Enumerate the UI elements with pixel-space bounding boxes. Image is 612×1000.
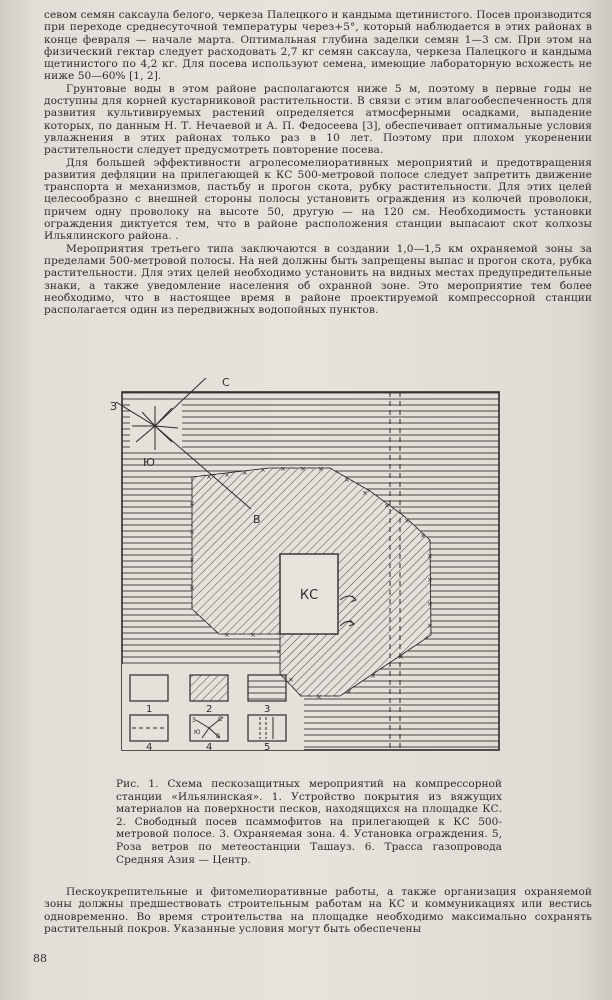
svg-text:×: × [224, 471, 230, 479]
legend-number-1: 1 [146, 704, 153, 715]
scheme-figure [108, 378, 500, 773]
legend-box-3 [248, 675, 286, 701]
svg-text:×: × [189, 500, 195, 508]
svg-text:×: × [427, 600, 433, 608]
svg-text:×: × [384, 502, 390, 510]
body-text-top [44, 9, 592, 316]
svg-text:×: × [344, 476, 350, 484]
svg-text:×: × [318, 465, 324, 473]
mini-compass-west: З [192, 717, 196, 724]
body-text-bottom [44, 886, 592, 935]
svg-text:×: × [300, 465, 306, 473]
legend-number-2: 2 [206, 704, 213, 715]
mini-compass-east: В [216, 733, 221, 740]
legend-number-4a: 4 [146, 742, 153, 753]
svg-text:×: × [404, 517, 410, 525]
paragraph-protection-strip: Для большей эффективности агролесомелиоративных мероприятий и предотвращения развития дефляции на прилегающей к КС 500-метровой полосе следует запретить движение транспорта и механизмов, пастьбу и прогон скота, рубку растительности. Для этих целей целесообразно с внешней стороны полосы установить ограждения из колючей проволоки, причем одну проволоку на высоте 50, другую — на 120 см. Необходимость установки ограждения диктуется тем, что в районе расположения станции выпасают скот колхозы Ильялинского района. . [44, 156, 592, 243]
mini-compass-south: Ю [194, 729, 201, 736]
svg-text:×: × [420, 532, 426, 540]
svg-text:×: × [398, 653, 404, 661]
svg-text:×: × [224, 631, 230, 639]
scheme-diagram [108, 378, 500, 773]
svg-text:×: × [189, 584, 195, 592]
compass-east-label: В [253, 513, 261, 526]
legend-number-4b: 4 [206, 742, 213, 753]
paragraph-protected-zone: Мероприятия третьего типа заключаются в создании 1,0—1,5 км охраняемой зоны за пределами 500-метровой полосы. На ней должны быть запрещены выпас и прогон скота, рубка растительности. Для этих целей необходимо установить на видных местах предупредительные знаки, а также уведомление населения об охранной зоне. Это мероприятие тем более необходимо, что в настоящее время в районе проектируемой компрессорной станции располагается один из передвижных водопойных пунктов. [44, 242, 592, 317]
mini-compass-north: С [218, 716, 223, 723]
compass-south-label: Ю [143, 456, 155, 469]
svg-text:×: × [250, 631, 256, 639]
svg-text:×: × [362, 489, 368, 497]
svg-text:×: × [276, 648, 282, 656]
paragraph-groundwater: Грунтовые воды в этом районе располагаются ниже 5 м, поэтому в первые годы не доступны для корней кустарниковой растительности. В связи с этим влагообеспеченность для развития культивируемых растений определяется атмосферными осадками, выпадение которых, по данным Н. Т. Нечаевой и А. П. Федосеева [3], обеспечивает оптимальные условия увлажнения в этих районах только раз в 10 лет. Поэтому при плохом укоренении растительности следует предусмотреть повторение посева. [44, 82, 592, 157]
legend-number-5: 5 [264, 742, 271, 753]
svg-text:×: × [206, 473, 212, 481]
figure-caption: Рис. 1. Схема пескозащитных мероприятий на компрессорной станции «Ильялинская». 1. Устройство покрытия из вяжущих материалов на поверхности песков, находящихся на площадке КС. 2. Свободный посев псаммофитов на прилегающей к КС 500-метровой полосе. 3. Охраняемая зона. 4. Установка ограждения. 5, Роза ветров по метеостанции Ташауз. 6. Трасса газопровода Средняя Азия — Центр. [116, 778, 502, 866]
svg-text:×: × [346, 688, 352, 696]
page-number: 88 [33, 952, 47, 965]
svg-text:×: × [189, 556, 195, 564]
svg-text:×: × [370, 672, 376, 680]
legend-box-2 [190, 675, 228, 701]
svg-text:×: × [427, 576, 433, 584]
compressor-station-label: КС [299, 588, 319, 603]
svg-text:×: × [280, 465, 286, 473]
paragraph-sequence-of-works: Пескоукрепительные и фитомелиоративные работы, а также организация охраняемой зоны должны предшествовать строительным работам на КС и коммуникациях или вестись одновременно. Во время строительства на площадке необходимо максимально сохранять растительный покров. Указанные условия могут быть обеспечены [44, 886, 592, 935]
legend-number-3: 3 [264, 704, 271, 715]
svg-text:×: × [260, 466, 266, 474]
svg-text:×: × [189, 528, 195, 536]
compass-north-label: С [222, 378, 230, 389]
paragraph-sowing: севом семян саксаула белого, черкеза Палецкого и кандыма щетинистого. Посев производится при переходе среднесуточной температуры через+5°, который наблюдается в этих районах в конце февраля — начале марта. Оптимальная глубина заделки семян 1—3 см. При этом на физический гектар следует расходовать 2,7 кг семян саксаула, черкеза Палецкого и кандыма щетинистого по 4,2 кг. Для посева используют семена, имеющие лабораторную всхожесть не ниже 50—60% [1, 2]. [44, 9, 592, 83]
svg-text:×: × [316, 693, 322, 701]
svg-text:×: × [427, 552, 433, 560]
svg-text:×: × [427, 622, 433, 630]
compass-west-label: З [110, 400, 118, 413]
svg-text:×: × [288, 676, 294, 684]
svg-text:×: × [242, 469, 248, 477]
